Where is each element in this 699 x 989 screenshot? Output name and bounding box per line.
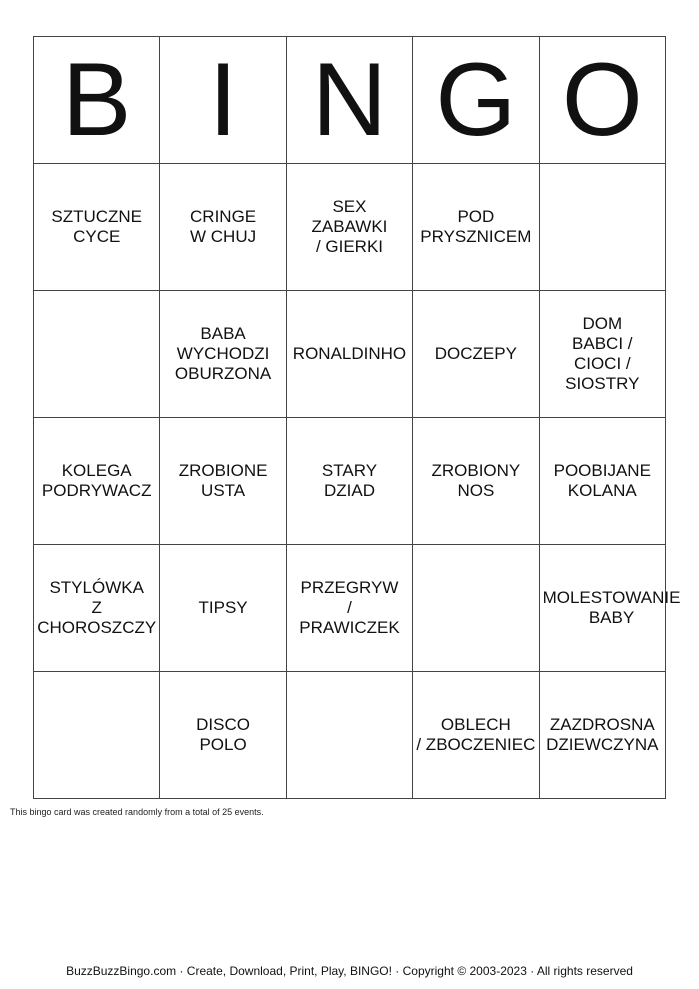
bingo-cell: POOBIJANE KOLANA — [539, 418, 665, 545]
card-generation-note: This bingo card was created randomly from a total of 25 events. — [10, 807, 264, 817]
bingo-cell: PRZEGRYW / PRAWICZEK — [286, 545, 412, 672]
bingo-card — [33, 36, 681, 799]
bingo-cell — [34, 291, 160, 418]
bingo-cell — [286, 672, 412, 799]
bingo-cell: CRINGE W CHUJ — [160, 164, 286, 291]
header-letter-o: O — [539, 37, 665, 164]
bingo-row-1 — [34, 164, 666, 291]
bingo-cell: POD PRYSZNICEM — [413, 164, 539, 291]
bingo-cell: ZROBIONY NOS — [413, 418, 539, 545]
header-letter-b: B — [34, 37, 160, 164]
bingo-cell: RONALDINHO — [286, 291, 412, 418]
bingo-cell — [539, 164, 665, 291]
bingo-cell: KOLEGA PODRYWACZ — [34, 418, 160, 545]
bingo-cell: OBLECH / ZBOCZENIEC — [413, 672, 539, 799]
bingo-row-2 — [34, 291, 666, 418]
site-footer: BuzzBuzzBingo.com · Create, Download, Print, Play, BINGO! · Copyright © 2003-2023 · All rights reserved — [66, 964, 633, 978]
header-letter-n: N — [286, 37, 412, 164]
header-letter-i: I — [160, 37, 286, 164]
bingo-cell: TIPSY — [160, 545, 286, 672]
bingo-cell: STYLÓWKA Z CHOROSZCZY — [34, 545, 160, 672]
bingo-cell: DOCZEPY — [413, 291, 539, 418]
bingo-cell — [34, 672, 160, 799]
bingo-cell: SEX ZABAWKI / GIERKI — [286, 164, 412, 291]
bingo-cell: SZTUCZNE CYCE — [34, 164, 160, 291]
bingo-row-3 — [34, 418, 666, 545]
bingo-header-row — [34, 37, 666, 164]
bingo-cell: DOM BABCI / CIOCI / SIOSTRY — [539, 291, 665, 418]
bingo-cell: MOLESTOWANIE BABY — [539, 545, 665, 672]
bingo-cell: STARY DZIAD — [286, 418, 412, 545]
bingo-row-4 — [34, 545, 666, 672]
bingo-cell: ZROBIONE USTA — [160, 418, 286, 545]
bingo-cell: DISCO POLO — [160, 672, 286, 799]
bingo-row-5 — [34, 672, 666, 799]
bingo-cell — [413, 545, 539, 672]
header-letter-g: G — [413, 37, 539, 164]
bingo-cell: BABA WYCHODZI OBURZONA — [160, 291, 286, 418]
bingo-cell: ZAZDROSNA DZIEWCZYNA — [539, 672, 665, 799]
